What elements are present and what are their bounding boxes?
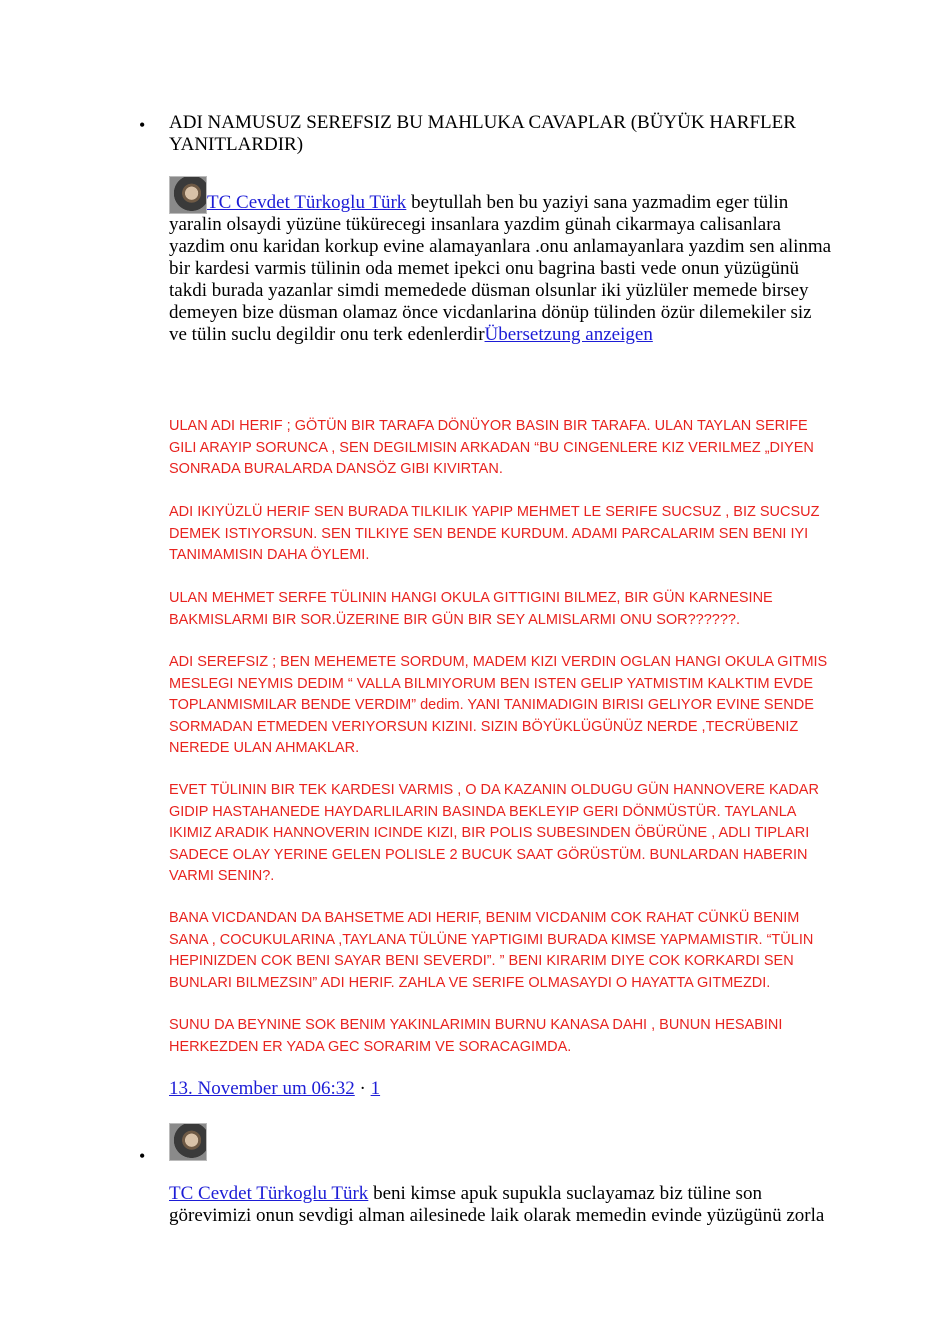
reply-paragraph: ULAN ADI HERIF ; GÖTÜN BIR TARAFA DÖNÜYOR BASIN BIR TARAFA. ULAN TAYLAN SERIFE GILI ARAYIP SORUNCA , SEN DEGILMISIN ARKADAN “BU CINGENLERE KIZ VERILMEZ „DIYEN SONRADA BURALARDA DANSÖZ GIBI KIVIRTAN. [169, 418, 814, 477]
avatar[interactable] [169, 1123, 207, 1161]
translate-link[interactable]: Übersetzung anzeigen [484, 324, 653, 345]
author-link[interactable]: TC Cevdet Türkoglu Türk [207, 192, 407, 213]
reply-paragraph: EVET TÜLININ BIR TEK KARDESI VARMIS , O DA KAZANIN OLDUGU GÜN HANNOVERE KADAR GIDIP HASTAHANEDE HAYDARLILARIN BASINDA BEKLEYIP GERI DÖNMÜSTÜR. TAYLANLA IKIMIZ ARADIK HANNOVERIN ICINDE KIZI, BIR POLIS SUBESINDEN ÖBÜRÜNE , ADLI TIPLARI SADECE OLAY YERINE GELEN POLISLE 2 BUCUK SAAT GÖRÜSTÜM. BUNLARDAN HABERIN VARMI SENIN?. [169, 782, 819, 884]
reply-paragraph: ULAN MEHMET SERFE TÜLININ HANGI OKULA GITTIGINI BILMEZ, BIR GÜN KARNESINE BAKMISLARMI BIR SOR.ÜZERINE BIR GÜN BIR SEY ALMISLARMI ONU SOR??????. [169, 590, 773, 628]
reply-paragraph: ADI IKIYÜZLÜ HERIF SEN BURADA TILKILIK YAPIP MEHMET LE SERIFE SUCSUZ , BIZ SUCSUZ DEMEK ISTIYORSUN. SEN TILKIYE SEN BENDE KURDUM. ADAMI PARCALARIM SEN BENI IYI TANIMAMISIN DAHA ÖYLEMI. [169, 504, 820, 563]
meta-separator: · [359, 1078, 366, 1099]
comment-meta [169, 1078, 380, 1100]
list-bullet: • [139, 115, 146, 135]
comment [169, 1183, 834, 1227]
list-bullet: • [139, 1146, 146, 1166]
reply-paragraph: SUNU DA BEYNINE SOK BENIM YAKINLARIMIN BURNU KANASA DAHI , BUNUN HESABINI HERKEZDEN ER YADA GEC SORARIM VE SORACAGIMDA. [169, 1017, 783, 1055]
comment-text: beni kimse apuk supukla suclayamaz biz tüline son görevimizi onun sevdigi alman ailesinede laik olarak memedin evinde yüzügünü zorla [169, 1183, 825, 1226]
author-link[interactable]: TC Cevdet Türkoglu Türk [169, 1183, 369, 1204]
comment [169, 176, 834, 346]
timestamp-link[interactable]: 13. November um 06:32 [169, 1078, 355, 1099]
like-count-link[interactable]: 1 [370, 1078, 381, 1099]
comment-text: beytullah ben bu yaziyi sana yazmadim eger tülin yaralin olsaydi yüzüne tükürecegi insanlara yazdim günah cikarmaya calisanlara yazdim onu karidan korkup evine alamayanlara .onu anlamayanlara yazdim sen alinma bir kardesi varmis tülinin oda memet ipekci onu bagrina basti vede onun yüzügünü takdi burada yazanlar simdi memedede düsman olsunlar iki yüzlüler memede birsey demeyen bize düsman olamaz önce vicdanlarina dönüp tülinden özür dilemekiler siz ve tülin suclu degildir onu terk edenlerdir [169, 192, 832, 345]
post-heading: ADI NAMUSUZ SEREFSIZ BU MAHLUKA CAVAPLAR (BÜYÜK HARFLER YANITLARDIR) [169, 112, 796, 155]
reply-paragraph: ADI SEREFSIZ ; BEN MEHEMETE SORDUM, MADEM KIZI VERDIN OGLAN HANGI OKULA GITMIS MESLEGI NEYMIS DEDIM “ VALLA BILMIYORUM BEN ISTEN GELIP YATMISTIM KALKTIM EVDE TOPLANMISMILAR BENDE VERDIM” dedim. YANI TANIMADIGIN BIRISI GELIYOR EVINE SENDE SORMADAN ETMEDEN VERIYORSUN KIZINI. SIZIN BÖYÜKLÜGÜNÜZ NERDE ,TECRÜBENIZ NEREDE ULAN AHMAKLAR. [169, 654, 828, 756]
reply-paragraph: BANA VICDANDAN DA BAHSETME ADI HERIF, BENIM VICDANIM COK RAHAT CÜNKÜ BENIM SANA , COCUKULARINA ,TAYLANA TÜLÜNE YAPTIGIMI BURADA KIMSE YAPMAMISTIR. “TÜLIN HEPINIZDEN COK BENI SAYAR BENI SEVERDI”. ” BENI KIRARIM DIYE COK KORKARDI SEN BUNLARI BILMEZSIN” ADI HERIF. ZAHLA VE SERIFE OLMASAYDI O HAYATTA GITMEZDI. [169, 910, 814, 991]
avatar[interactable] [169, 176, 207, 214]
